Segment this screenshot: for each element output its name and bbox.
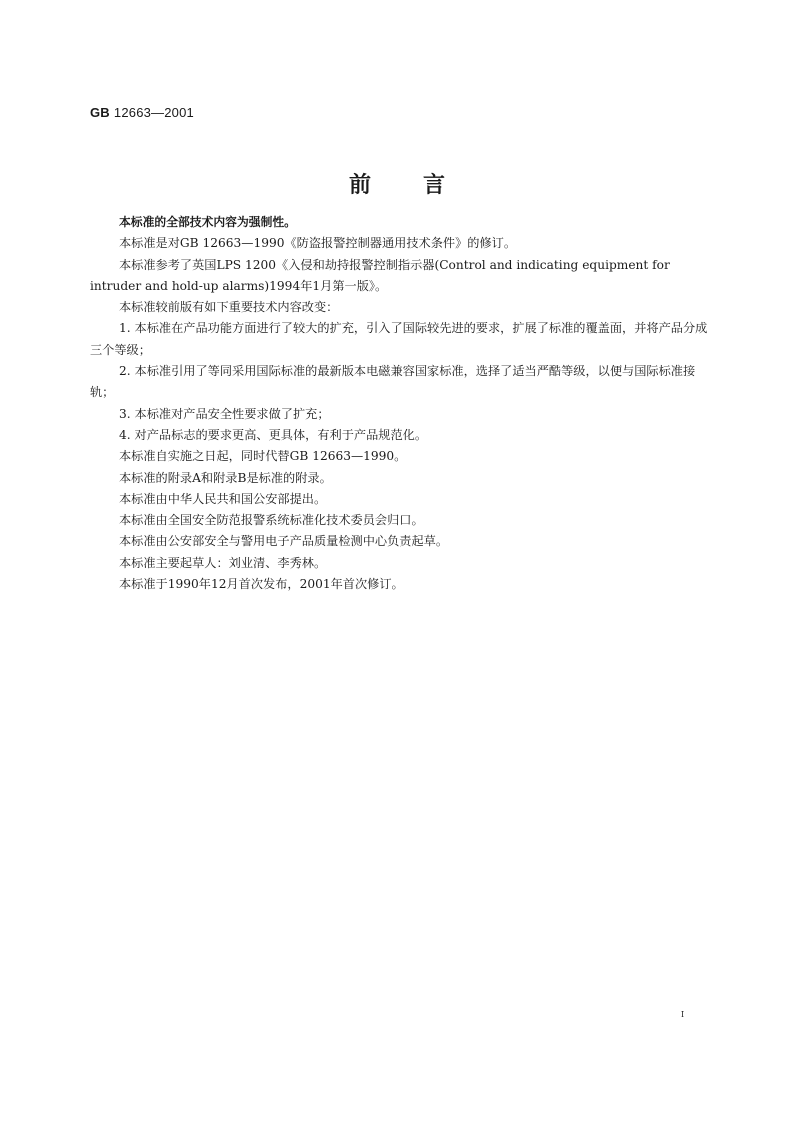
paragraph-change-1: 1. 本标准在产品功能方面进行了较大的扩充，引入了国际较先进的要求，扩展了标准的覆盖面，并将产品分成三个等级；	[90, 321, 708, 357]
standard-prefix: GB	[90, 105, 110, 120]
paragraph-replaces: 本标准自实施之日起，同时代替GB 12663—1990。	[119, 449, 407, 464]
paragraph-revision: 本标准是对GB 12663—1990《防盗报警控制器通用技术条件》的修订。	[119, 236, 517, 251]
paragraph-reference: 本标准参考了英国LPS 1200《入侵和劫持报警控制指示器(Control and indicating equipment for intruder and hold-up alarms)1994年1月第一版》。	[90, 257, 670, 293]
standard-number: 12663—2001	[113, 105, 194, 120]
page-number: I	[681, 1010, 685, 1019]
paragraph-change-4: 4. 对产品标志的要求更高、更具体，有利于产品规范化。	[119, 427, 428, 442]
paragraph-history: 本标准于1990年12月首次发布，2001年首次修订。	[119, 577, 404, 592]
foreword-body	[90, 212, 710, 595]
paragraph-mandatory: 本标准的全部技术内容为强制性。	[119, 215, 296, 229]
paragraph-appendix: 本标准的附录A和附录B是标准的附录。	[119, 470, 332, 485]
paragraph-changes-intro: 本标准较前版有如下重要技术内容改变：	[119, 300, 339, 315]
paragraph-change-2: 2. 本标准引用了等同采用国际标准的最新版本电磁兼容国家标准，选择了适当严酷等级，以便与国际标准接轨；	[90, 364, 696, 400]
paragraph-drafters: 本标准主要起草人：刘业清、李秀林。	[119, 555, 327, 570]
paragraph-centralized-by: 本标准由全国安全防范报警系统标准化技术委员会归口。	[119, 513, 424, 528]
paragraph-proposed-by: 本标准由中华人民共和国公安部提出。	[119, 491, 327, 506]
standard-code	[90, 105, 194, 120]
paragraph-change-3: 3. 本标准对产品安全性要求做了扩充；	[119, 406, 330, 421]
paragraph-drafted-by: 本标准由公安部安全与警用电子产品质量检测中心负责起草。	[119, 534, 449, 549]
page-title: 前言	[348, 173, 497, 198]
